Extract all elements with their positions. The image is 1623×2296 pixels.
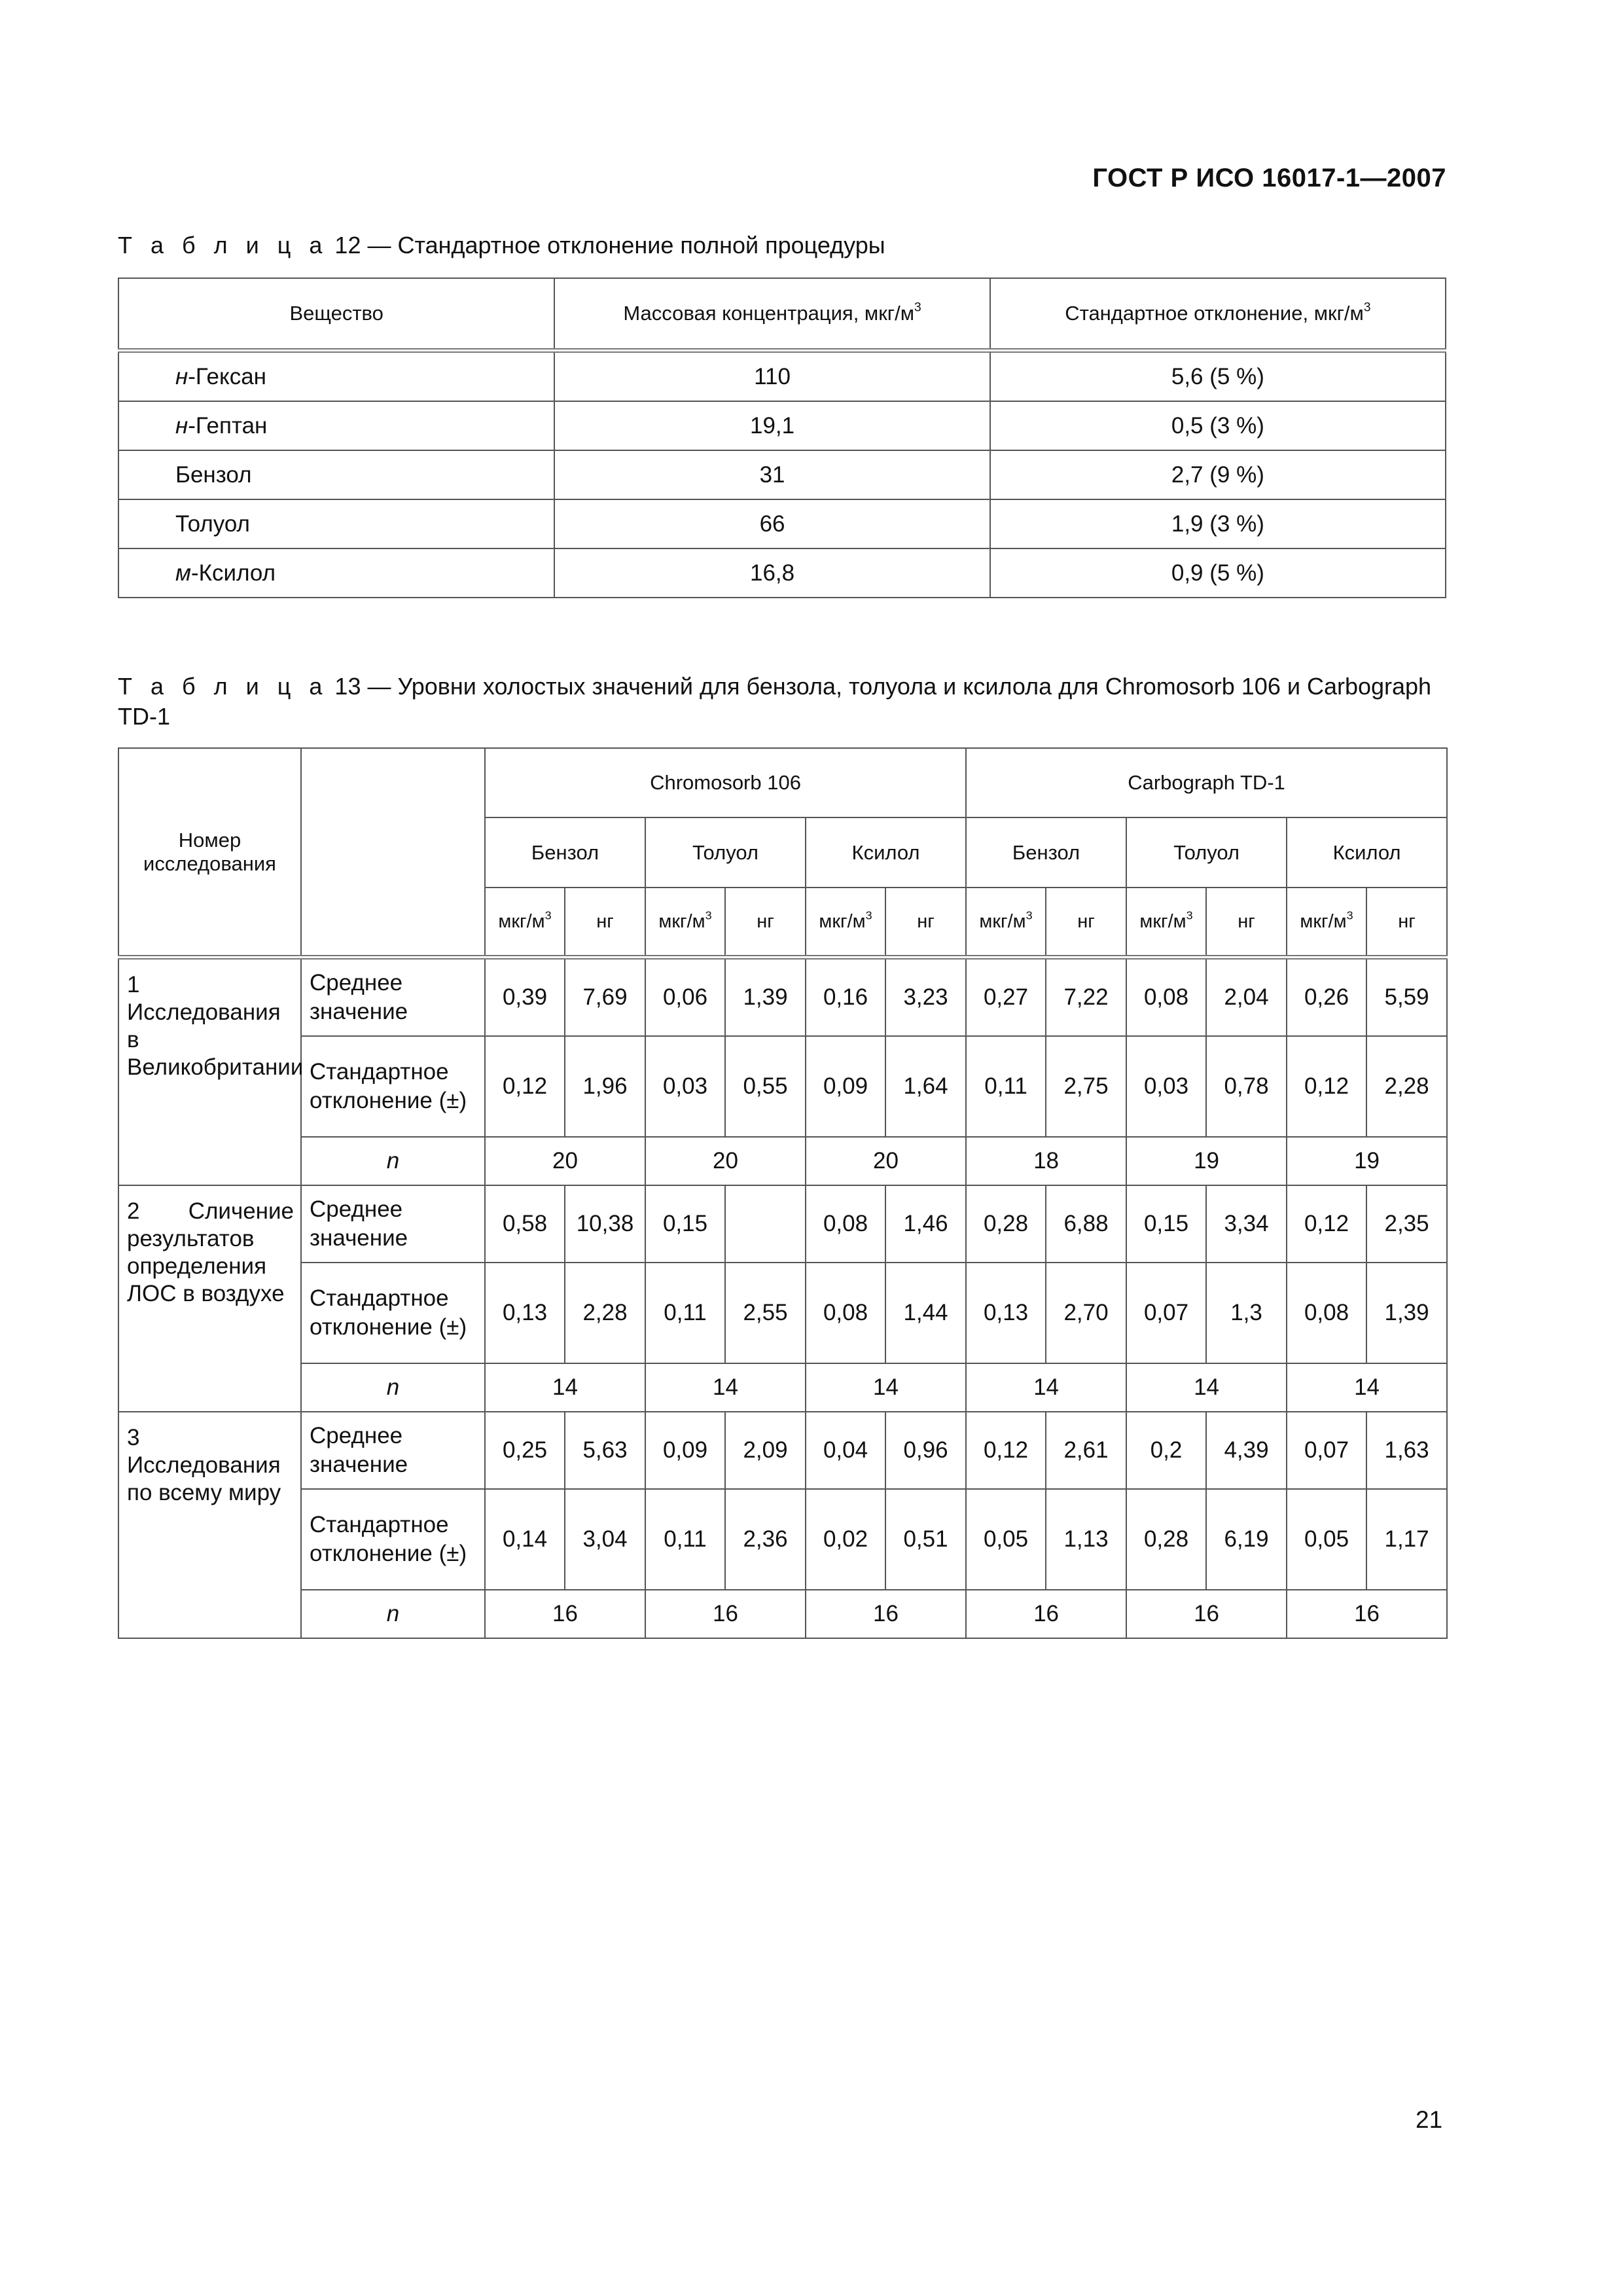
value-cell: 1,64 bbox=[885, 1036, 966, 1137]
value-cell: 3,04 bbox=[565, 1489, 645, 1590]
substance-header: Ксилол bbox=[1287, 817, 1447, 888]
value-cell: 6,88 bbox=[1046, 1185, 1126, 1263]
unit-conc-text: мкг/м bbox=[658, 910, 705, 932]
substance-name: -Гексан bbox=[188, 363, 266, 389]
table13-caption-text: — Уровни холостых значений для бензола, толуола и ксилола для Chromosorb 106 и Carbograph TD-1 bbox=[118, 673, 1432, 730]
n-label: n bbox=[301, 1137, 485, 1185]
value-cell: 2,55 bbox=[725, 1263, 806, 1363]
page-number: 21 bbox=[1416, 2106, 1443, 2133]
n-value-cell: 19 bbox=[1287, 1137, 1447, 1185]
table12-header-std-deviation: Стандартное отклонение, мкг/$м^3$ bbox=[990, 278, 1446, 351]
table13-caption-label: Т а б л и ц а bbox=[118, 673, 329, 700]
value-cell: 0,04 bbox=[806, 1412, 885, 1489]
substance-header: Бензол bbox=[485, 817, 645, 888]
standard-designation: ГОСТ Р ИСО 16017-1—2007 bbox=[1092, 164, 1446, 192]
n-value-cell: 16 bbox=[485, 1590, 645, 1638]
n-value-cell: 16 bbox=[966, 1590, 1126, 1638]
value-cell: 0,12 bbox=[1287, 1185, 1366, 1263]
sorbent-header: Carbograph TD-1 bbox=[966, 748, 1447, 817]
value-cell: 0,12 bbox=[966, 1412, 1046, 1489]
value-cell: 4,39 bbox=[1206, 1412, 1287, 1489]
study-title: 2 Сличение результатов определения ЛОС в воздухе bbox=[118, 1185, 301, 1363]
value-cell: 0,25 bbox=[485, 1412, 565, 1489]
value-cell: 0,12 bbox=[1287, 1036, 1366, 1137]
value-cell: 0,05 bbox=[1287, 1489, 1366, 1590]
value-cell: 0,03 bbox=[1126, 1036, 1206, 1137]
n-value-cell: 16 bbox=[1126, 1590, 1287, 1638]
table-row bbox=[118, 548, 1446, 598]
table12-header-substance: Вещество bbox=[118, 278, 554, 351]
substance-header: Ксилол bbox=[806, 817, 966, 888]
table-row bbox=[118, 958, 1447, 1037]
substance-cell bbox=[118, 499, 554, 548]
value-cell: 5,59 bbox=[1366, 958, 1447, 1037]
table-row bbox=[118, 1363, 1447, 1412]
std-deviation-cell: 2,7 (9 %) bbox=[990, 450, 1446, 499]
table12-header-concentration: Массовая концентрация, мкг/$м^3$ bbox=[554, 278, 990, 351]
value-cell: 2,61 bbox=[1046, 1412, 1126, 1489]
unit-sup: 3 bbox=[1346, 908, 1353, 922]
unit-conc-text: мкг/м bbox=[1300, 910, 1347, 932]
substance-prefix: м bbox=[175, 560, 191, 586]
unit-mass-header: нг bbox=[565, 888, 645, 958]
value-cell: 0,07 bbox=[1126, 1263, 1206, 1363]
value-cell: 0,2 bbox=[1126, 1412, 1206, 1489]
study-title-continuation bbox=[118, 1590, 301, 1638]
unit-conc-header bbox=[1126, 888, 1206, 958]
value-cell: 7,22 bbox=[1046, 958, 1126, 1037]
table-row bbox=[118, 1036, 1447, 1137]
value-cell: 2,75 bbox=[1046, 1036, 1126, 1137]
unit-conc-header bbox=[485, 888, 565, 958]
n-value-cell: 14 bbox=[1126, 1363, 1287, 1412]
value-cell: 0,26 bbox=[1287, 958, 1366, 1037]
substance-header: Толуол bbox=[645, 817, 806, 888]
table-row bbox=[118, 351, 1446, 402]
unit-conc-header bbox=[645, 888, 725, 958]
unit-conc-text: мкг/м bbox=[979, 910, 1026, 932]
unit-conc-text: мкг/м bbox=[498, 910, 545, 932]
table13-header-row bbox=[118, 748, 1447, 817]
n-value-cell: 19 bbox=[1126, 1137, 1287, 1185]
mean-label: Среднее значение bbox=[301, 1412, 485, 1489]
value-cell: 0,15 bbox=[1126, 1185, 1206, 1263]
n-value-cell: 18 bbox=[966, 1137, 1126, 1185]
value-cell: 0,08 bbox=[806, 1263, 885, 1363]
value-cell: 0,16 bbox=[806, 958, 885, 1037]
unit-sup: 3 bbox=[705, 908, 712, 922]
value-cell: 0,78 bbox=[1206, 1036, 1287, 1137]
study-title-continuation bbox=[118, 1137, 301, 1185]
unit-mass-header: нг bbox=[1046, 888, 1126, 958]
table12-caption-label: Т а б л и ц а bbox=[118, 232, 329, 259]
unit-sup: 3 bbox=[865, 908, 872, 922]
value-cell: 0,12 bbox=[485, 1036, 565, 1137]
value-cell: 0,09 bbox=[806, 1036, 885, 1137]
value-cell: 0,09 bbox=[645, 1412, 725, 1489]
value-cell: 0,58 bbox=[485, 1185, 565, 1263]
concentration-cell: 19,1 bbox=[554, 401, 990, 450]
value-cell: 0,11 bbox=[645, 1263, 725, 1363]
table12-header-row bbox=[118, 278, 1446, 351]
value-cell: 0,14 bbox=[485, 1489, 565, 1590]
n-value-cell: 20 bbox=[645, 1137, 806, 1185]
n-value-cell: 16 bbox=[1287, 1590, 1447, 1638]
substance-name: Толуол bbox=[175, 511, 250, 537]
std-deviation-cell: 0,5 (3 %) bbox=[990, 401, 1446, 450]
value-cell bbox=[725, 1185, 806, 1263]
table12-caption bbox=[118, 230, 885, 260]
value-cell: 3,34 bbox=[1206, 1185, 1287, 1263]
value-cell: 2,36 bbox=[725, 1489, 806, 1590]
value-cell: 0,28 bbox=[966, 1185, 1046, 1263]
value-cell: 2,35 bbox=[1366, 1185, 1447, 1263]
std-deviation-label: Стандартное отклонение (±) bbox=[301, 1036, 485, 1137]
unit-sup: 3 bbox=[544, 908, 552, 922]
substance-cell bbox=[118, 351, 554, 402]
unit-sup: 3 bbox=[1186, 908, 1193, 922]
value-cell: 0,51 bbox=[885, 1489, 966, 1590]
value-cell: 1,13 bbox=[1046, 1489, 1126, 1590]
value-cell: 2,70 bbox=[1046, 1263, 1126, 1363]
value-cell: 0,28 bbox=[1126, 1489, 1206, 1590]
n-value-cell: 14 bbox=[485, 1363, 645, 1412]
value-cell: 5,63 bbox=[565, 1412, 645, 1489]
table12-caption-text: — Стандартное отклонение полной процедуры bbox=[367, 232, 885, 259]
value-cell: 0,11 bbox=[966, 1036, 1046, 1137]
study-title-continuation bbox=[118, 1363, 301, 1412]
table-row bbox=[118, 1489, 1447, 1590]
substance-cell bbox=[118, 450, 554, 499]
value-cell: 2,28 bbox=[565, 1263, 645, 1363]
table13 bbox=[118, 747, 1448, 1639]
value-cell: 0,27 bbox=[966, 958, 1046, 1037]
unit-mass-header: нг bbox=[885, 888, 966, 958]
n-value-cell: 14 bbox=[966, 1363, 1126, 1412]
value-cell: 1,63 bbox=[1366, 1412, 1447, 1489]
table-row bbox=[118, 401, 1446, 450]
value-cell: 3,23 bbox=[885, 958, 966, 1037]
value-cell: 2,04 bbox=[1206, 958, 1287, 1037]
study-title: 1 Исследования в Великобритании bbox=[118, 958, 301, 1138]
n-value-cell: 16 bbox=[806, 1590, 966, 1638]
n-label: n bbox=[301, 1363, 485, 1412]
substance-header: Бензол bbox=[966, 817, 1126, 888]
table13-caption-number: 13 bbox=[334, 673, 361, 700]
substance-header: Толуол bbox=[1126, 817, 1287, 888]
substance-prefix: н bbox=[175, 412, 188, 439]
value-cell: 1,46 bbox=[885, 1185, 966, 1263]
value-cell: 1,44 bbox=[885, 1263, 966, 1363]
study-title: 3 Исследования по всему миру bbox=[118, 1412, 301, 1590]
unit-mass-header: нг bbox=[1206, 888, 1287, 958]
value-cell: 0,39 bbox=[485, 958, 565, 1037]
unit-mass-header: нг bbox=[725, 888, 806, 958]
n-value-cell: 14 bbox=[1287, 1363, 1447, 1412]
value-cell: 7,69 bbox=[565, 958, 645, 1037]
value-cell: 0,08 bbox=[1126, 958, 1206, 1037]
concentration-cell: 66 bbox=[554, 499, 990, 548]
value-cell: 0,08 bbox=[1287, 1263, 1366, 1363]
concentration-cell: 110 bbox=[554, 351, 990, 402]
substance-name: Бензол bbox=[175, 461, 252, 488]
n-value-cell: 14 bbox=[806, 1363, 966, 1412]
substance-cell bbox=[118, 548, 554, 598]
value-cell: 1,17 bbox=[1366, 1489, 1447, 1590]
table13-caption bbox=[118, 672, 1446, 732]
n-value-cell: 16 bbox=[645, 1590, 806, 1638]
value-cell: 0,05 bbox=[966, 1489, 1046, 1590]
value-cell: 2,28 bbox=[1366, 1036, 1447, 1137]
n-value-cell: 20 bbox=[485, 1137, 645, 1185]
std-deviation-cell: 0,9 (5 %) bbox=[990, 548, 1446, 598]
table13-header-study: Номер исследования bbox=[118, 748, 301, 958]
unit-conc-header bbox=[966, 888, 1046, 958]
value-cell: 1,96 bbox=[565, 1036, 645, 1137]
unit-conc-text: мкг/м bbox=[1139, 910, 1186, 932]
unit-sup: 3 bbox=[1026, 908, 1033, 922]
value-cell: 0,11 bbox=[645, 1489, 725, 1590]
mean-label: Среднее значение bbox=[301, 958, 485, 1037]
substance-prefix: н bbox=[175, 363, 188, 389]
value-cell: 0,96 bbox=[885, 1412, 966, 1489]
table-row bbox=[118, 1185, 1447, 1263]
table12-caption-number: 12 bbox=[334, 232, 361, 259]
std-deviation-label: Стандартное отклонение (±) bbox=[301, 1489, 485, 1590]
table-row bbox=[118, 1590, 1447, 1638]
table13-header-blank bbox=[301, 748, 485, 958]
value-cell: 1,3 bbox=[1206, 1263, 1287, 1363]
value-cell: 0,03 bbox=[645, 1036, 725, 1137]
value-cell: 10,38 bbox=[565, 1185, 645, 1263]
substance-name: -Гептан bbox=[188, 412, 268, 439]
value-cell: 2,09 bbox=[725, 1412, 806, 1489]
n-label: n bbox=[301, 1590, 485, 1638]
unit-mass-header: нг bbox=[1366, 888, 1447, 958]
std-deviation-cell: 1,9 (3 %) bbox=[990, 499, 1446, 548]
mean-label: Среднее значение bbox=[301, 1185, 485, 1263]
n-value-cell: 14 bbox=[645, 1363, 806, 1412]
table-row bbox=[118, 499, 1446, 548]
value-cell: 0,08 bbox=[806, 1185, 885, 1263]
value-cell: 6,19 bbox=[1206, 1489, 1287, 1590]
table-row bbox=[118, 1412, 1447, 1489]
sorbent-header: Chromosorb 106 bbox=[485, 748, 966, 817]
concentration-cell: 16,8 bbox=[554, 548, 990, 598]
value-cell: 0,55 bbox=[725, 1036, 806, 1137]
value-cell: 0,07 bbox=[1287, 1412, 1366, 1489]
value-cell: 0,15 bbox=[645, 1185, 725, 1263]
substance-name: -Ксилол bbox=[191, 560, 276, 586]
substance-cell bbox=[118, 401, 554, 450]
unit-conc-header bbox=[1287, 888, 1366, 958]
table-row bbox=[118, 450, 1446, 499]
value-cell: 1,39 bbox=[725, 958, 806, 1037]
value-cell: 0,06 bbox=[645, 958, 725, 1037]
n-value-cell: 20 bbox=[806, 1137, 966, 1185]
value-cell: 0,13 bbox=[966, 1263, 1046, 1363]
value-cell: 0,13 bbox=[485, 1263, 565, 1363]
concentration-cell: 31 bbox=[554, 450, 990, 499]
table-row bbox=[118, 1137, 1447, 1185]
table-row bbox=[118, 1263, 1447, 1363]
value-cell: 0,02 bbox=[806, 1489, 885, 1590]
std-deviation-label: Стандартное отклонение (±) bbox=[301, 1263, 485, 1363]
table12 bbox=[118, 278, 1446, 598]
unit-conc-text: мкг/м bbox=[819, 910, 866, 932]
std-deviation-cell: 5,6 (5 %) bbox=[990, 351, 1446, 402]
value-cell: 1,39 bbox=[1366, 1263, 1447, 1363]
unit-conc-header bbox=[806, 888, 885, 958]
